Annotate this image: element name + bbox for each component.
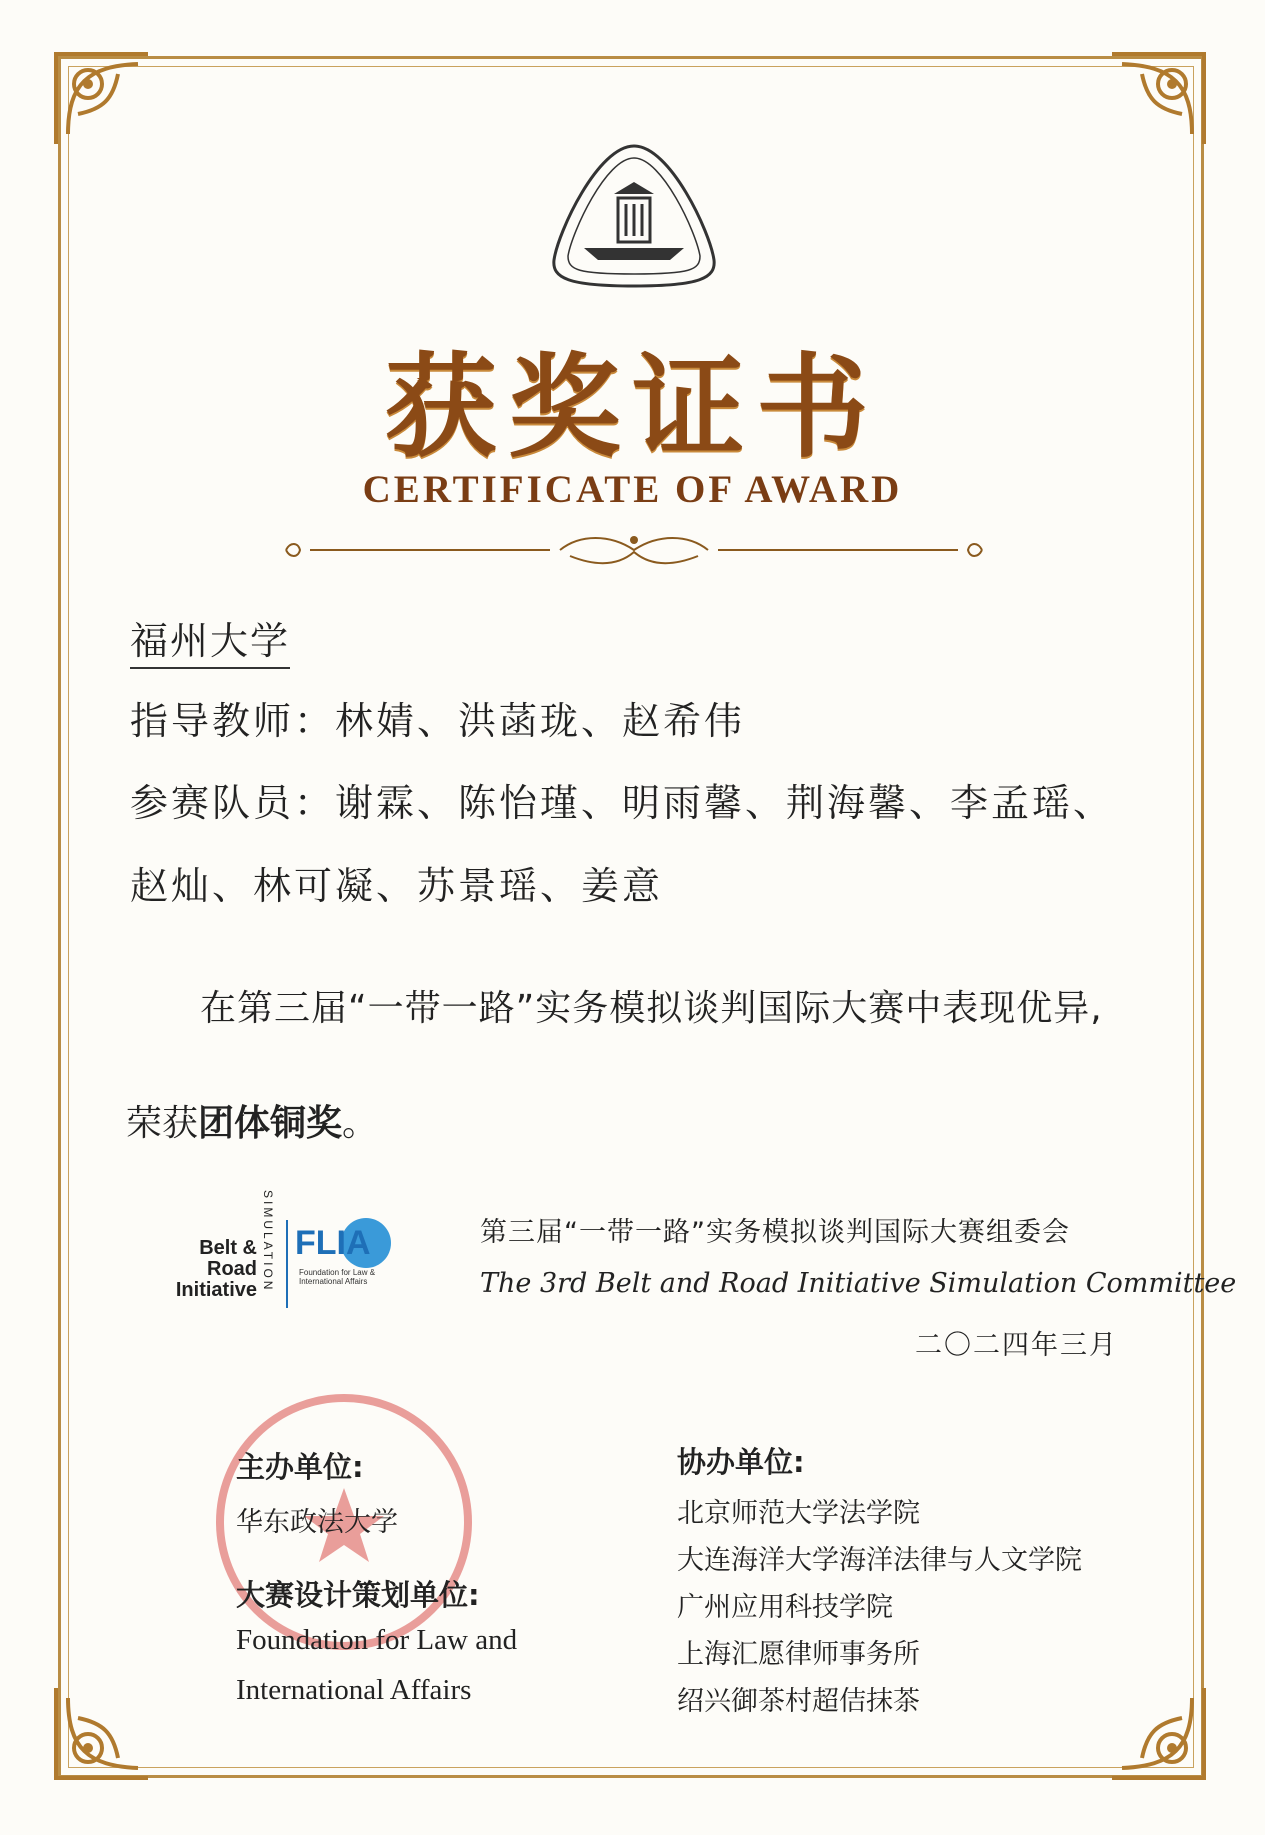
ornamental-divider-icon [270, 528, 998, 572]
co-organizer-item: 北京师范大学法学院 [677, 1498, 920, 1529]
certificate-title-cn: 获奖证书 [384, 342, 881, 473]
co-organizer-item: 绍兴御茶村超佶抹茶 [677, 1686, 920, 1717]
planner-organization-line-1: Foundation for Law and [236, 1624, 518, 1656]
award-statement [126, 1095, 378, 1146]
issue-date: 二〇二四年三月 [915, 1330, 1118, 1361]
award-description: 在第三届“一带一路”实务模拟谈判国际大赛中表现优异, [200, 988, 1103, 1029]
simulation-vertical-text: SIMULATION [261, 1190, 275, 1293]
committee-name-cn: 第三届“一带一路”实务模拟谈判国际大赛组委会 [480, 1217, 1070, 1248]
award-suffix: 。 [342, 1103, 379, 1144]
bri-line-2: Road [207, 1258, 257, 1280]
corner-ornament-icon [1102, 44, 1212, 154]
certificate-title-en: CERTIFICATE OF AWARD [362, 468, 903, 511]
bri-logo-text [155, 1238, 257, 1301]
corner-ornament-icon [1102, 1678, 1212, 1788]
team-members-line-1: 参赛队员：谢霖、陈怡瑾、明雨馨、荆海馨、李孟瑶、 [130, 781, 1115, 825]
flia-logo-icon [295, 1224, 399, 1284]
co-organizer-item: 大连海洋大学海洋法律与人文学院 [677, 1545, 1082, 1576]
planner-heading: 大赛设计策划单位: [236, 1578, 480, 1612]
award-name: 团体铜奖 [198, 1103, 343, 1144]
co-organizer-item: 上海汇愿律师事务所 [677, 1639, 920, 1670]
committee-name-en: The 3rd Belt and Road Initiative Simulation Committee [480, 1268, 1237, 1299]
co-organizer-item: 广州应用科技学院 [677, 1592, 893, 1623]
flia-logo-subtitle: Foundation for Law & International Affairs [299, 1268, 376, 1286]
team-members-line-2: 赵灿、林可凝、苏景瑶、姜意 [130, 864, 664, 908]
university-emblem-icon [550, 142, 718, 290]
flia-logo-text: FLIA [295, 1224, 371, 1262]
recipient-name: 福州大学 [130, 610, 290, 669]
corner-ornament-icon [48, 44, 158, 154]
host-organization: 华东政法大学 [236, 1507, 398, 1538]
logo-divider-bar [286, 1220, 288, 1308]
advisors-line: 指导教师：林婧、洪菡珑、赵希伟 [130, 699, 746, 743]
host-heading: 主办单位: [236, 1450, 364, 1484]
planner-organization-line-2: International Affairs [236, 1674, 472, 1706]
belt-road-flia-logo [155, 1182, 395, 1312]
corner-ornament-icon [48, 1678, 158, 1788]
co-organizers-list [677, 1490, 1082, 1725]
co-organizers-heading: 协办单位: [677, 1445, 805, 1479]
bri-line-1: Belt & [199, 1237, 257, 1259]
award-prefix: 荣获 [126, 1103, 199, 1144]
bri-line-3: Initiative [175, 1279, 257, 1301]
